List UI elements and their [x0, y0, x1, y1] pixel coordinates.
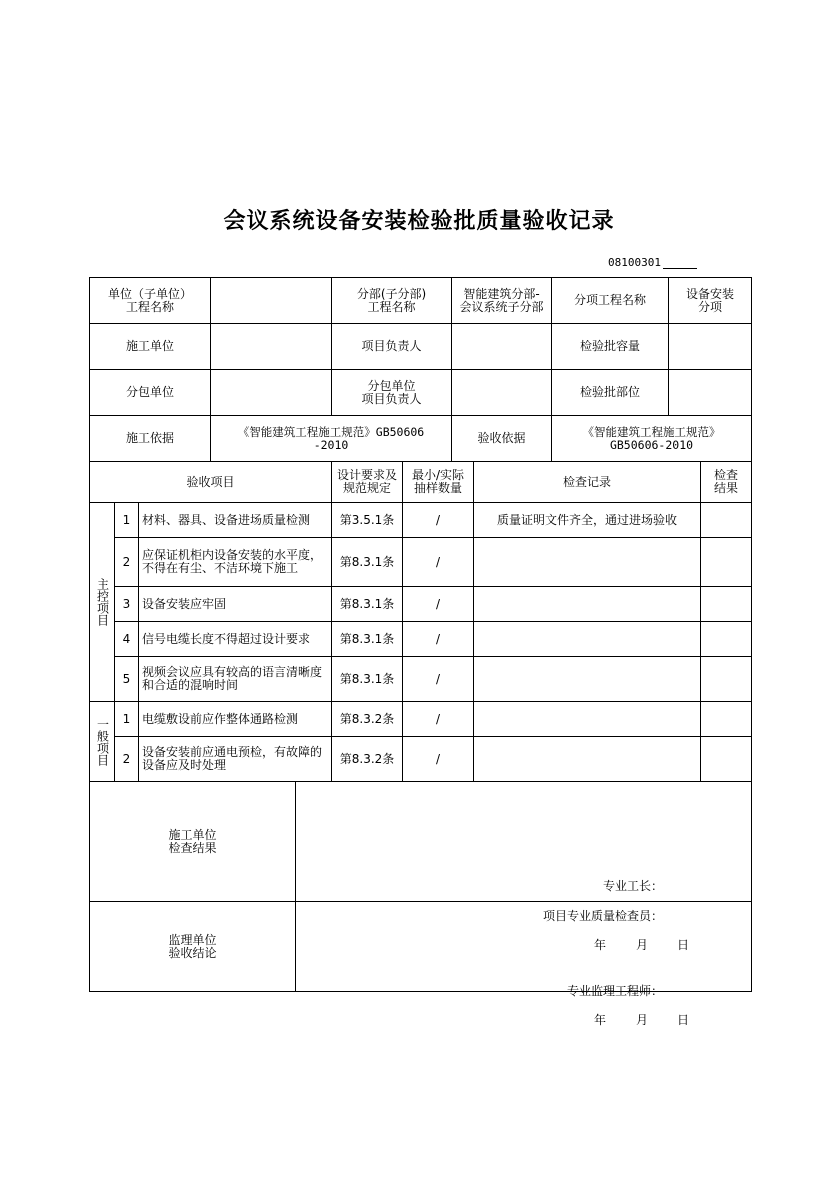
- subcontractor-pm-label: 分包单位 项目负责人: [332, 370, 452, 416]
- table-row: [90, 657, 752, 702]
- page-title: 会议系统设备安装检验批质量验收记录: [223, 209, 615, 234]
- month-label: 月: [636, 937, 649, 952]
- supervisor-conclusion-label: 监理单位 验收结论: [90, 902, 296, 992]
- header-inspection-item: 验收项目: [90, 462, 332, 503]
- subcontractor-label: 分包单位: [90, 370, 211, 416]
- contractor-value[interactable]: [211, 324, 332, 370]
- row-number: 2: [115, 538, 139, 587]
- design-clause: 第8.3.1条: [332, 538, 403, 587]
- inspection-result[interactable]: [701, 538, 752, 587]
- header-sample-count: 最小/实际 抽样数量: [403, 462, 474, 503]
- sample-count[interactable]: /: [403, 737, 474, 782]
- day-label: 日: [677, 937, 690, 952]
- row-number: 1: [115, 503, 139, 538]
- form-code-blank[interactable]: [663, 257, 697, 269]
- inspection-record[interactable]: [474, 622, 701, 657]
- unit-name-label: 单位（子单位） 工程名称: [90, 278, 211, 324]
- design-clause: 第3.5.1条: [332, 503, 403, 538]
- subdivision-name-label: 分部(子分部) 工程名称: [332, 278, 452, 324]
- project-info-table: [89, 277, 752, 462]
- year-label: 年: [594, 1012, 607, 1027]
- contractor-result-area[interactable]: [296, 782, 752, 952]
- item-description: 设备安装前应通电预检，有故障的设备应及时处理: [139, 737, 332, 782]
- inspection-record[interactable]: [474, 702, 701, 737]
- item-description: 视频会议应具有较高的语言清晰度和合适的混响时间: [139, 657, 332, 702]
- table-row: [90, 538, 752, 587]
- inspection-record[interactable]: [474, 587, 701, 622]
- inspection-record[interactable]: [474, 657, 701, 702]
- supervising-engineer-label: 专业监理工程师：: [566, 983, 663, 998]
- acceptance-basis-label: 验收依据: [452, 416, 552, 462]
- contractor-result-label: 施工单位 检查结果: [90, 782, 296, 902]
- inspection-items-table: [89, 461, 752, 782]
- row-number: 2: [115, 737, 139, 782]
- inspection-result[interactable]: [701, 702, 752, 737]
- construction-basis-label: 施工依据: [90, 416, 211, 462]
- contractor-label: 施工单位: [90, 324, 211, 370]
- quality-inspector-label: 项目专业质量检查员：: [542, 908, 663, 923]
- batch-capacity-label: 检验批容量: [552, 324, 669, 370]
- table-row: [90, 702, 752, 737]
- sample-count[interactable]: /: [403, 587, 474, 622]
- sample-count[interactable]: /: [403, 538, 474, 587]
- item-name-value[interactable]: 设备安装 分项: [669, 278, 752, 324]
- subcontractor-value[interactable]: [211, 370, 332, 416]
- sample-count[interactable]: /: [403, 503, 474, 538]
- form-code: [608, 256, 697, 269]
- form-code-number: 08100301: [608, 256, 661, 269]
- batch-capacity-value[interactable]: [669, 324, 752, 370]
- item-description: 材料、器具、设备进场质量检测: [139, 503, 332, 538]
- inspection-result[interactable]: [701, 657, 752, 702]
- inspection-result[interactable]: [701, 622, 752, 657]
- main-control-group-label: 主控项目: [90, 503, 115, 702]
- header-inspection-result: 检查 结果: [701, 462, 752, 503]
- inspection-record[interactable]: 质量证明文件齐全，通过进场验收: [474, 503, 701, 538]
- items-header-row: [90, 462, 752, 503]
- table-row: [90, 737, 752, 782]
- design-clause: 第8.3.2条: [332, 737, 403, 782]
- project-manager-label: 项目负责人: [332, 324, 452, 370]
- foreman-label: 专业工长：: [602, 878, 663, 893]
- signature-table: [89, 781, 752, 1027]
- sample-count[interactable]: /: [403, 657, 474, 702]
- batch-location-label: 检验批部位: [552, 370, 669, 416]
- item-description: 应保证机柜内设备安装的水平度，不得在有尘、不洁环境下施工: [139, 538, 332, 587]
- day-label: 日: [677, 1012, 690, 1027]
- design-clause: 第8.3.2条: [332, 702, 403, 737]
- row-number: 4: [115, 622, 139, 657]
- item-description: 设备安装应牢固: [139, 587, 332, 622]
- table-row: [90, 503, 752, 538]
- header-inspection-record: 检查记录: [474, 462, 701, 503]
- subcontractor-pm-value[interactable]: [452, 370, 552, 416]
- batch-location-value[interactable]: [669, 370, 752, 416]
- sample-count[interactable]: /: [403, 622, 474, 657]
- year-label: 年: [594, 937, 607, 952]
- row-number: 1: [115, 702, 139, 737]
- header-design-requirement: 设计要求及 规范规定: [332, 462, 403, 503]
- inspection-record[interactable]: [474, 737, 701, 782]
- construction-basis-value[interactable]: 《智能建筑工程施工规范》GB50606 -2010: [211, 416, 452, 462]
- table-row: [90, 622, 752, 657]
- item-name-label: 分项工程名称: [552, 278, 669, 324]
- item-description: 电缆敷设前应作整体通路检测: [139, 702, 332, 737]
- inspection-record[interactable]: [474, 538, 701, 587]
- design-clause: 第8.3.1条: [332, 622, 403, 657]
- inspection-result[interactable]: [701, 503, 752, 538]
- item-description: 信号电缆长度不得超过设计要求: [139, 622, 332, 657]
- project-manager-value[interactable]: [452, 324, 552, 370]
- inspection-result[interactable]: [701, 737, 752, 782]
- table-row: [90, 587, 752, 622]
- design-clause: 第8.3.1条: [332, 587, 403, 622]
- subdivision-name-value[interactable]: 智能建筑分部- 会议系统子分部: [452, 278, 552, 324]
- design-clause: 第8.3.1条: [332, 657, 403, 702]
- month-label: 月: [636, 1012, 649, 1027]
- acceptance-basis-value[interactable]: 《智能建筑工程施工规范》 GB50606-2010: [552, 416, 752, 462]
- row-number: 5: [115, 657, 139, 702]
- sample-count[interactable]: /: [403, 702, 474, 737]
- general-group-label: 一般项目: [90, 702, 115, 782]
- inspection-result[interactable]: [701, 587, 752, 622]
- row-number: 3: [115, 587, 139, 622]
- unit-name-value[interactable]: [211, 278, 332, 324]
